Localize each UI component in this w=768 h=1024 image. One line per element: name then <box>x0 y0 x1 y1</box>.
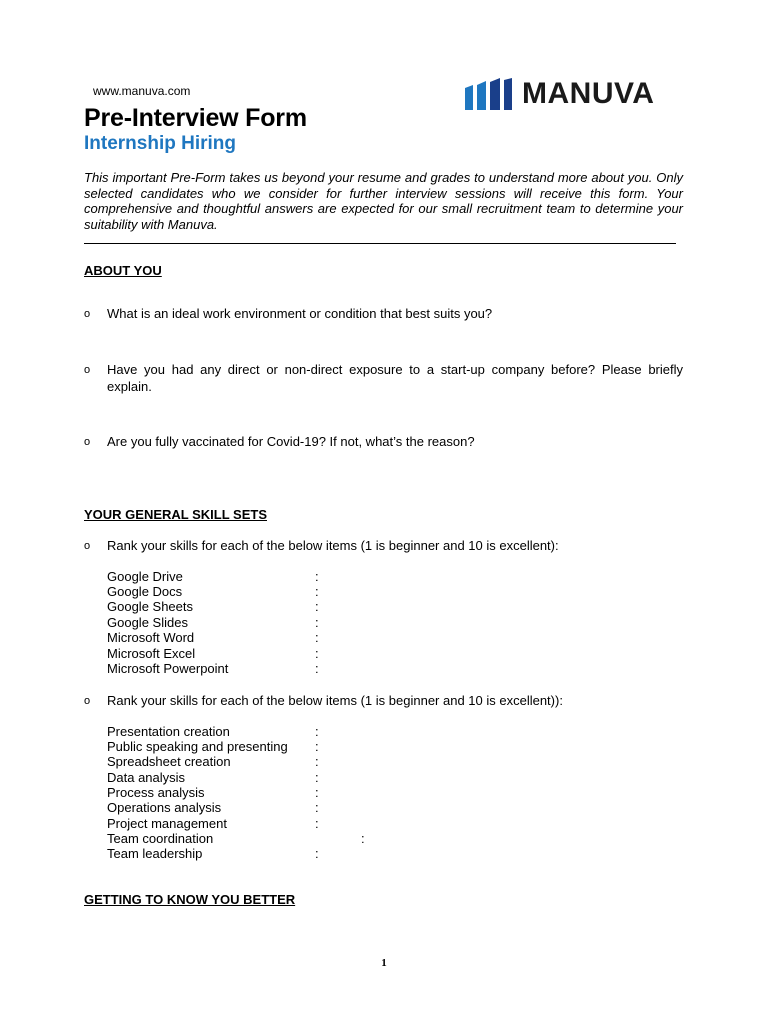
skill-label: Google Slides <box>107 615 188 630</box>
company-logo <box>463 76 688 112</box>
rank-instruction-business: Rank your skills for each of the below items (1 is beginner and 10 is excellent)): <box>107 693 563 708</box>
skill-colon: : <box>315 739 319 754</box>
skill-label: Team coordination <box>107 831 214 846</box>
bullet-icon: o <box>84 695 91 707</box>
question-startup-exposure: Have you had any direct or non-direct exposure to a start-up company before? Please briefly explain. <box>107 362 683 394</box>
skill-label: Google Docs <box>107 584 183 599</box>
page-title: Pre-Interview Form <box>84 104 307 132</box>
rank-instruction-software: Rank your skills for each of the below items (1 is beginner and 10 is excellent): <box>107 538 559 553</box>
skill-colon: : <box>315 646 319 661</box>
bullet-icon: o <box>84 436 91 448</box>
question-vaccination: Are you fully vaccinated for Covid-19? If not, what’s the reason? <box>107 434 475 449</box>
skill-colon: : <box>361 831 365 846</box>
skill-label: Operations analysis <box>107 800 222 815</box>
bullet-icon: o <box>84 308 91 320</box>
skill-colon: : <box>315 846 319 861</box>
manuva-logo-icon <box>463 77 513 111</box>
intro-paragraph: This important Pre-Form takes us beyond your resume and grades to understand more about you. Only selected candidates who we consider for further interview sessions will receive this form. Your comprehensive and thoughtful answers are expected for our small recruitment team to determine your suitability with Manuva. <box>84 170 683 232</box>
divider <box>84 243 676 244</box>
skill-label: Project management <box>107 816 227 831</box>
skill-colon: : <box>315 800 319 815</box>
website-url[interactable]: www.manuva.com <box>93 84 191 98</box>
skill-colon: : <box>315 785 319 800</box>
skill-colon: : <box>315 615 319 630</box>
skill-label: Microsoft Powerpoint <box>107 661 229 676</box>
skill-colon: : <box>315 584 319 599</box>
section-heading-about: ABOUT YOU <box>84 263 162 278</box>
bullet-icon: o <box>84 364 91 376</box>
skill-label: Google Sheets <box>107 599 194 614</box>
page-subtitle: Internship Hiring <box>84 133 236 154</box>
section-heading-skills: YOUR GENERAL SKILL SETS <box>84 507 267 522</box>
skill-colon: : <box>315 724 319 739</box>
skill-label: Spreadsheet creation <box>107 754 231 769</box>
question-work-environment: What is an ideal work environment or condition that best suits you? <box>107 306 493 321</box>
skill-label: Public speaking and presenting <box>107 739 288 754</box>
skill-colon: : <box>315 770 319 785</box>
skill-label: Google Drive <box>107 569 183 584</box>
page-number: 1 <box>381 957 387 969</box>
skill-colon: : <box>315 630 319 645</box>
skill-colon: : <box>315 661 319 676</box>
skill-colon: : <box>315 816 319 831</box>
logo-text: MANUVA <box>522 77 655 110</box>
skill-colon: : <box>315 569 319 584</box>
section-heading-know-you: GETTING TO KNOW YOU BETTER <box>84 892 296 907</box>
skill-colon: : <box>315 599 319 614</box>
skill-label: Data analysis <box>107 770 186 785</box>
skill-label: Microsoft Excel <box>107 646 196 661</box>
bullet-icon: o <box>84 540 91 552</box>
skill-label: Microsoft Word <box>107 630 195 645</box>
skill-label: Process analysis <box>107 785 205 800</box>
skill-label: Team leadership <box>107 846 203 861</box>
skill-label: Presentation creation <box>107 724 230 739</box>
skill-colon: : <box>315 754 319 769</box>
